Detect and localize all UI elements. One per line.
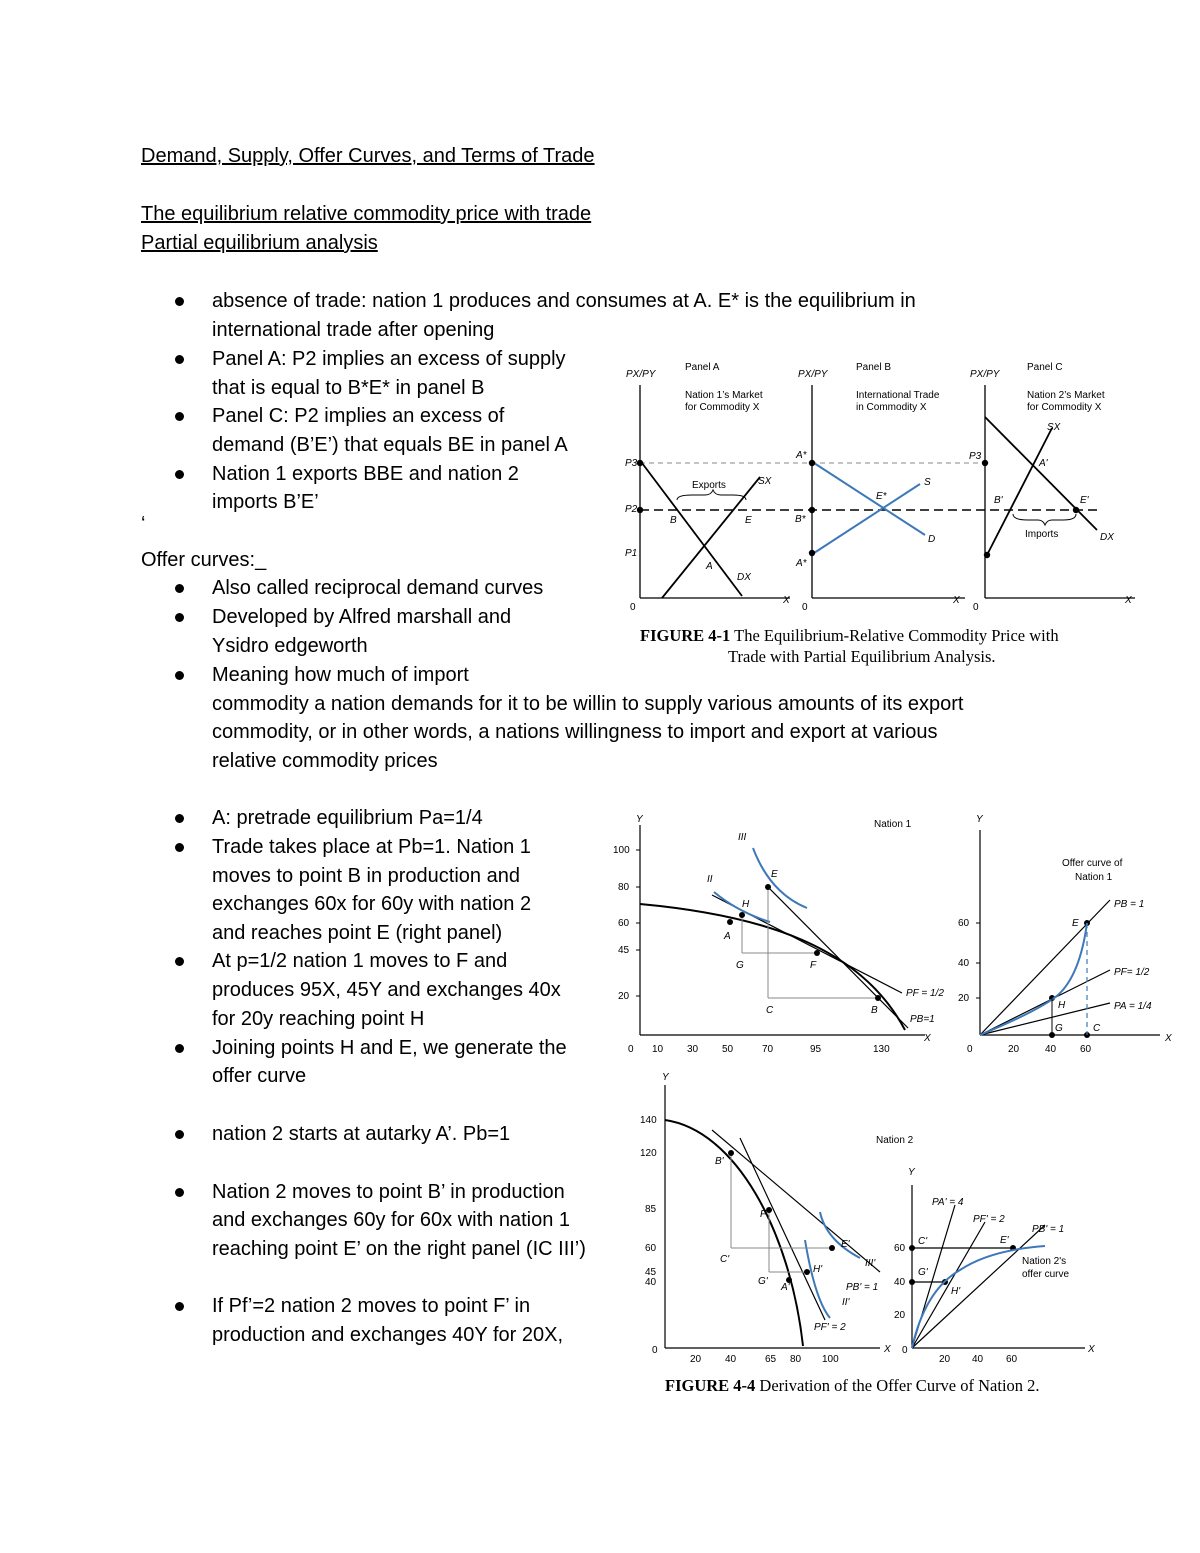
price-line-pb <box>768 887 908 1028</box>
stray-mark: ‘ <box>141 513 146 535</box>
bullet-text: A: pretrade equilibrium Pa=1/4 <box>212 807 483 829</box>
figure-4-4-nation2 <box>600 1065 1100 1400</box>
svg-text:10: 10 <box>652 1044 664 1055</box>
svg-text:60: 60 <box>1006 1354 1018 1365</box>
supply-line-trade <box>814 484 920 553</box>
svg-text:X: X <box>1125 595 1132 606</box>
svg-text:40: 40 <box>645 1277 657 1288</box>
bullet-text: Joining points H and E, we generate the <box>212 1037 567 1059</box>
svg-text:20: 20 <box>958 993 970 1004</box>
price-line-pb-prime <box>712 1130 880 1272</box>
svg-text:20: 20 <box>690 1354 702 1365</box>
svg-text:G: G <box>1055 1023 1063 1034</box>
svg-text:A: A <box>724 931 731 942</box>
svg-text:H': H' <box>951 1286 961 1297</box>
svg-text:0: 0 <box>967 1044 973 1055</box>
bullet-dot <box>175 814 184 823</box>
svg-text:PB' = 1: PB' = 1 <box>1032 1224 1065 1235</box>
svg-text:0: 0 <box>652 1345 658 1356</box>
svg-text:E': E' <box>1080 495 1089 506</box>
svg-text:0: 0 <box>628 1044 634 1055</box>
svg-text:Panel A: Panel A <box>685 362 720 373</box>
svg-text:FIGURE 4-1 The Equilibrium-Rel: FIGURE 4-1 The Equilibrium-Relative Commodity Price with <box>640 626 1059 645</box>
bullet-text: reaching point E’ on the right panel (IC III’) <box>212 1238 586 1260</box>
svg-text:60: 60 <box>1080 1044 1092 1055</box>
svg-text:95: 95 <box>810 1044 822 1055</box>
bullet-text: moves to point B in production and <box>212 865 520 887</box>
svg-text:Nation 2’s Market: Nation 2’s Market <box>1027 390 1105 401</box>
svg-text:A': A' <box>781 1282 790 1293</box>
svg-text:P1: P1 <box>625 548 638 559</box>
svg-text:Nation 2: Nation 2 <box>876 1135 914 1146</box>
bullet-text: Ysidro edgeworth <box>212 635 368 657</box>
bullet-dot <box>175 613 184 622</box>
svg-text:45: 45 <box>618 945 630 956</box>
bullet-text: At p=1/2 nation 1 moves to F and <box>212 950 508 972</box>
svg-text:100: 100 <box>822 1354 839 1365</box>
figure-4-1 <box>608 335 1153 685</box>
bullet-text: Nation 1 exports BBE and nation 2 <box>212 463 519 485</box>
svg-text:Nation 2's: Nation 2's <box>1022 1256 1067 1267</box>
svg-text:G: G <box>736 960 744 971</box>
svg-text:X: X <box>783 595 790 606</box>
bullet-text: commodity a nation demands for it to be willin to supply various amounts of its export <box>212 693 964 715</box>
svg-text:in Commodity X: in Commodity X <box>856 402 927 413</box>
bullet-dot <box>175 1188 184 1197</box>
svg-text:PA = 1/4: PA = 1/4 <box>1114 1001 1152 1012</box>
svg-text:45: 45 <box>645 1267 657 1278</box>
svg-text:60: 60 <box>958 918 970 929</box>
bullet-dot <box>175 355 184 364</box>
svg-text:P2: P2 <box>625 504 638 515</box>
price-ray-pf <box>980 970 1110 1035</box>
svg-text:X: X <box>953 595 960 606</box>
svg-text:A': A' <box>1039 458 1048 469</box>
svg-text:DX: DX <box>737 572 751 583</box>
svg-text:II: II <box>707 874 713 885</box>
svg-text:0: 0 <box>902 1345 908 1356</box>
offer-curves-heading: Offer curves:_ <box>141 549 267 571</box>
bullet-text: imports B’E’ <box>212 491 319 513</box>
svg-text:Y: Y <box>976 814 983 825</box>
svg-text:Panel B: Panel B <box>856 362 892 373</box>
svg-text:40: 40 <box>972 1354 984 1365</box>
bullet-dot <box>175 1044 184 1053</box>
bullet-text: Panel A: P2 implies an excess of supply <box>212 348 566 370</box>
svg-text:PB = 1: PB = 1 <box>1114 899 1145 910</box>
svg-text:A*: A* <box>796 450 807 461</box>
price-ray-pb-prime <box>912 1225 1045 1348</box>
svg-text:Nation 1: Nation 1 <box>874 819 912 830</box>
svg-text:20: 20 <box>894 1310 906 1321</box>
svg-text:C': C' <box>918 1236 928 1247</box>
svg-text:Y: Y <box>908 1167 915 1178</box>
bullet-text: Panel C: P2 implies an excess of <box>212 405 505 427</box>
svg-text:B: B <box>871 1005 878 1016</box>
svg-text:II': II' <box>842 1297 850 1308</box>
svg-text:International Trade: International Trade <box>856 390 940 401</box>
svg-text:X: X <box>884 1344 891 1355</box>
svg-text:E*: E* <box>876 491 887 502</box>
svg-text:X: X <box>1165 1033 1172 1044</box>
svg-text:40: 40 <box>894 1277 906 1288</box>
svg-text:Y: Y <box>662 1072 669 1083</box>
subheading-partial-equilibrium: Partial equilibrium analysis <box>141 232 378 254</box>
svg-text:Imports: Imports <box>1025 529 1059 540</box>
indifference-curve-II-prime <box>805 1240 830 1318</box>
document-title: Demand, Supply, Offer Curves, and Terms of Trade <box>141 145 595 167</box>
svg-text:PX/PY: PX/PY <box>970 369 1000 380</box>
svg-text:for Commodity X: for Commodity X <box>685 402 760 413</box>
svg-text:65: 65 <box>765 1354 777 1365</box>
svg-text:A*: A* <box>796 558 807 569</box>
svg-text:80: 80 <box>618 882 630 893</box>
svg-text:PF' = 2: PF' = 2 <box>973 1214 1005 1225</box>
svg-text:E: E <box>771 869 778 880</box>
svg-text:100: 100 <box>613 845 630 856</box>
ppf-nation2 <box>665 1120 803 1346</box>
svg-text:Offer curve of: Offer curve of <box>1062 858 1123 869</box>
bullet-dot <box>175 412 184 421</box>
svg-text:Y: Y <box>636 814 643 825</box>
bullet-text: for 20y reaching point H <box>212 1008 425 1030</box>
bullet-text: Meaning how much of import <box>212 664 469 686</box>
bullet-text: Also called reciprocal demand curves <box>212 577 544 599</box>
bullet-text: Nation 2 moves to point B’ in production <box>212 1181 565 1203</box>
svg-text:130: 130 <box>873 1044 890 1055</box>
svg-text:offer curve: offer curve <box>1022 1269 1070 1280</box>
price-ray-pa <box>980 1003 1110 1035</box>
svg-text:PB' = 1: PB' = 1 <box>846 1282 879 1293</box>
svg-text:SX: SX <box>1047 422 1061 433</box>
bullet-dot <box>175 671 184 680</box>
bullet-text: demand (B’E’) that equals BE in panel A <box>212 434 568 456</box>
bullet-text: that is equal to B*E* in panel B <box>212 377 485 399</box>
svg-text:85: 85 <box>645 1204 657 1215</box>
indifference-curve-III-prime <box>820 1212 860 1258</box>
svg-text:0: 0 <box>630 602 636 613</box>
bullet-text: international trade after opening <box>212 319 495 341</box>
svg-text:FIGURE 4-4 Derivation of the O: FIGURE 4-4 Derivation of the Offer Curve of Nation 2. <box>665 1376 1040 1395</box>
bullet-text: and exchanges 60y for 60x with nation 1 <box>212 1209 571 1231</box>
bullet-text: commodity, or in other words, a nations willingness to import and export at various <box>212 721 938 743</box>
svg-text:50: 50 <box>722 1044 734 1055</box>
svg-text:PX/PY: PX/PY <box>626 369 656 380</box>
bullet-dot <box>175 1130 184 1139</box>
bullet-dot <box>175 957 184 966</box>
svg-text:for Commodity X: for Commodity X <box>1027 402 1102 413</box>
svg-text:PF' = 2: PF' = 2 <box>814 1322 846 1333</box>
svg-text:H: H <box>742 899 750 910</box>
svg-text:G': G' <box>918 1267 928 1278</box>
svg-text:C: C <box>1093 1023 1101 1034</box>
svg-text:III: III <box>738 832 747 843</box>
svg-text:C: C <box>766 1005 774 1016</box>
svg-text:DX: DX <box>1100 532 1114 543</box>
svg-text:X: X <box>1088 1344 1095 1355</box>
bullet-dot <box>175 843 184 852</box>
bullet-text: and reaches point E (right panel) <box>212 922 503 944</box>
bullet-dot <box>175 1302 184 1311</box>
svg-text:X: X <box>924 1033 931 1044</box>
svg-text:P3: P3 <box>625 458 638 469</box>
svg-text:40: 40 <box>725 1354 737 1365</box>
svg-text:0: 0 <box>802 602 808 613</box>
svg-text:30: 30 <box>687 1044 699 1055</box>
svg-text:Nation 1’s Market: Nation 1’s Market <box>685 390 763 401</box>
svg-text:PF = 1/2: PF = 1/2 <box>906 988 944 999</box>
svg-text:80: 80 <box>790 1354 802 1365</box>
svg-text:S: S <box>924 477 931 488</box>
svg-text:70: 70 <box>762 1044 774 1055</box>
svg-text:G': G' <box>758 1276 768 1287</box>
bullet-dot <box>175 584 184 593</box>
svg-text:20: 20 <box>939 1354 951 1365</box>
svg-text:E: E <box>745 515 752 526</box>
svg-text:PX/PY: PX/PY <box>798 369 828 380</box>
bullet-text: Developed by Alfred marshall and <box>212 606 512 628</box>
svg-text:B: B <box>670 515 677 526</box>
svg-text:B*: B* <box>795 514 806 525</box>
svg-text:PB=1: PB=1 <box>910 1014 935 1025</box>
bullet-text: relative commodity prices <box>212 750 438 772</box>
svg-text:E': E' <box>841 1239 850 1250</box>
svg-text:D: D <box>928 534 936 545</box>
bullet-text: production and exchanges 40Y for 20X, <box>212 1324 563 1346</box>
svg-text:Panel C: Panel C <box>1027 362 1063 373</box>
svg-text:F': F' <box>760 1209 769 1220</box>
svg-text:60: 60 <box>894 1243 906 1254</box>
svg-text:40: 40 <box>1045 1044 1057 1055</box>
bullet-text: offer curve <box>212 1065 307 1087</box>
svg-text:F: F <box>810 960 817 971</box>
svg-text:B': B' <box>715 1156 724 1167</box>
svg-text:H': H' <box>813 1264 823 1275</box>
svg-text:120: 120 <box>640 1148 657 1159</box>
svg-text:60: 60 <box>645 1243 657 1254</box>
demand-line-trade <box>814 463 925 535</box>
bullet-text: produces 95X, 45Y and exchanges 40x <box>212 979 561 1001</box>
svg-text:20: 20 <box>618 991 630 1002</box>
demand-line-nation2 <box>985 417 1097 530</box>
svg-text:A: A <box>706 561 713 572</box>
bullet-text: absence of trade: nation 1 produces and consumes at A. E* is the equilibrium in <box>212 290 916 312</box>
svg-text:PA' = 4: PA' = 4 <box>932 1197 964 1208</box>
subheading-equilibrium-price: The equilibrium relative commodity price with trade <box>141 203 592 225</box>
svg-text:PF= 1/2: PF= 1/2 <box>1114 967 1150 978</box>
svg-text:SX: SX <box>758 476 772 487</box>
bullet-text: nation 2 starts at autarky A’. Pb=1 <box>212 1123 511 1145</box>
bullet-dot <box>175 470 184 479</box>
bullet-text: Trade takes place at Pb=1. Nation 1 <box>212 836 531 858</box>
bullet-dot <box>175 297 184 306</box>
price-ray-pb <box>980 900 1110 1035</box>
svg-text:Trade with Partial Equilibrium: Trade with Partial Equilibrium Analysis. <box>728 647 996 666</box>
svg-text:40: 40 <box>958 958 970 969</box>
svg-text:B': B' <box>994 495 1003 506</box>
svg-text:III': III' <box>865 1258 876 1269</box>
svg-text:Exports: Exports <box>692 480 726 491</box>
svg-text:0: 0 <box>973 602 979 613</box>
figure-4-4-nation1 <box>600 800 1190 1060</box>
svg-text:Nation 1: Nation 1 <box>1075 872 1113 883</box>
svg-text:60: 60 <box>618 918 630 929</box>
svg-text:140: 140 <box>640 1115 657 1126</box>
bullet-text: exchanges 60x for 60y with nation 2 <box>212 893 532 915</box>
svg-text:P3: P3 <box>969 451 982 462</box>
svg-text:H: H <box>1058 1000 1066 1011</box>
svg-text:E: E <box>1072 918 1079 929</box>
svg-text:C': C' <box>720 1254 730 1265</box>
bullet-text: If Pf’=2 nation 2 moves to point F’ in <box>212 1295 531 1317</box>
svg-text:E': E' <box>1000 1235 1009 1246</box>
svg-text:20: 20 <box>1008 1044 1020 1055</box>
